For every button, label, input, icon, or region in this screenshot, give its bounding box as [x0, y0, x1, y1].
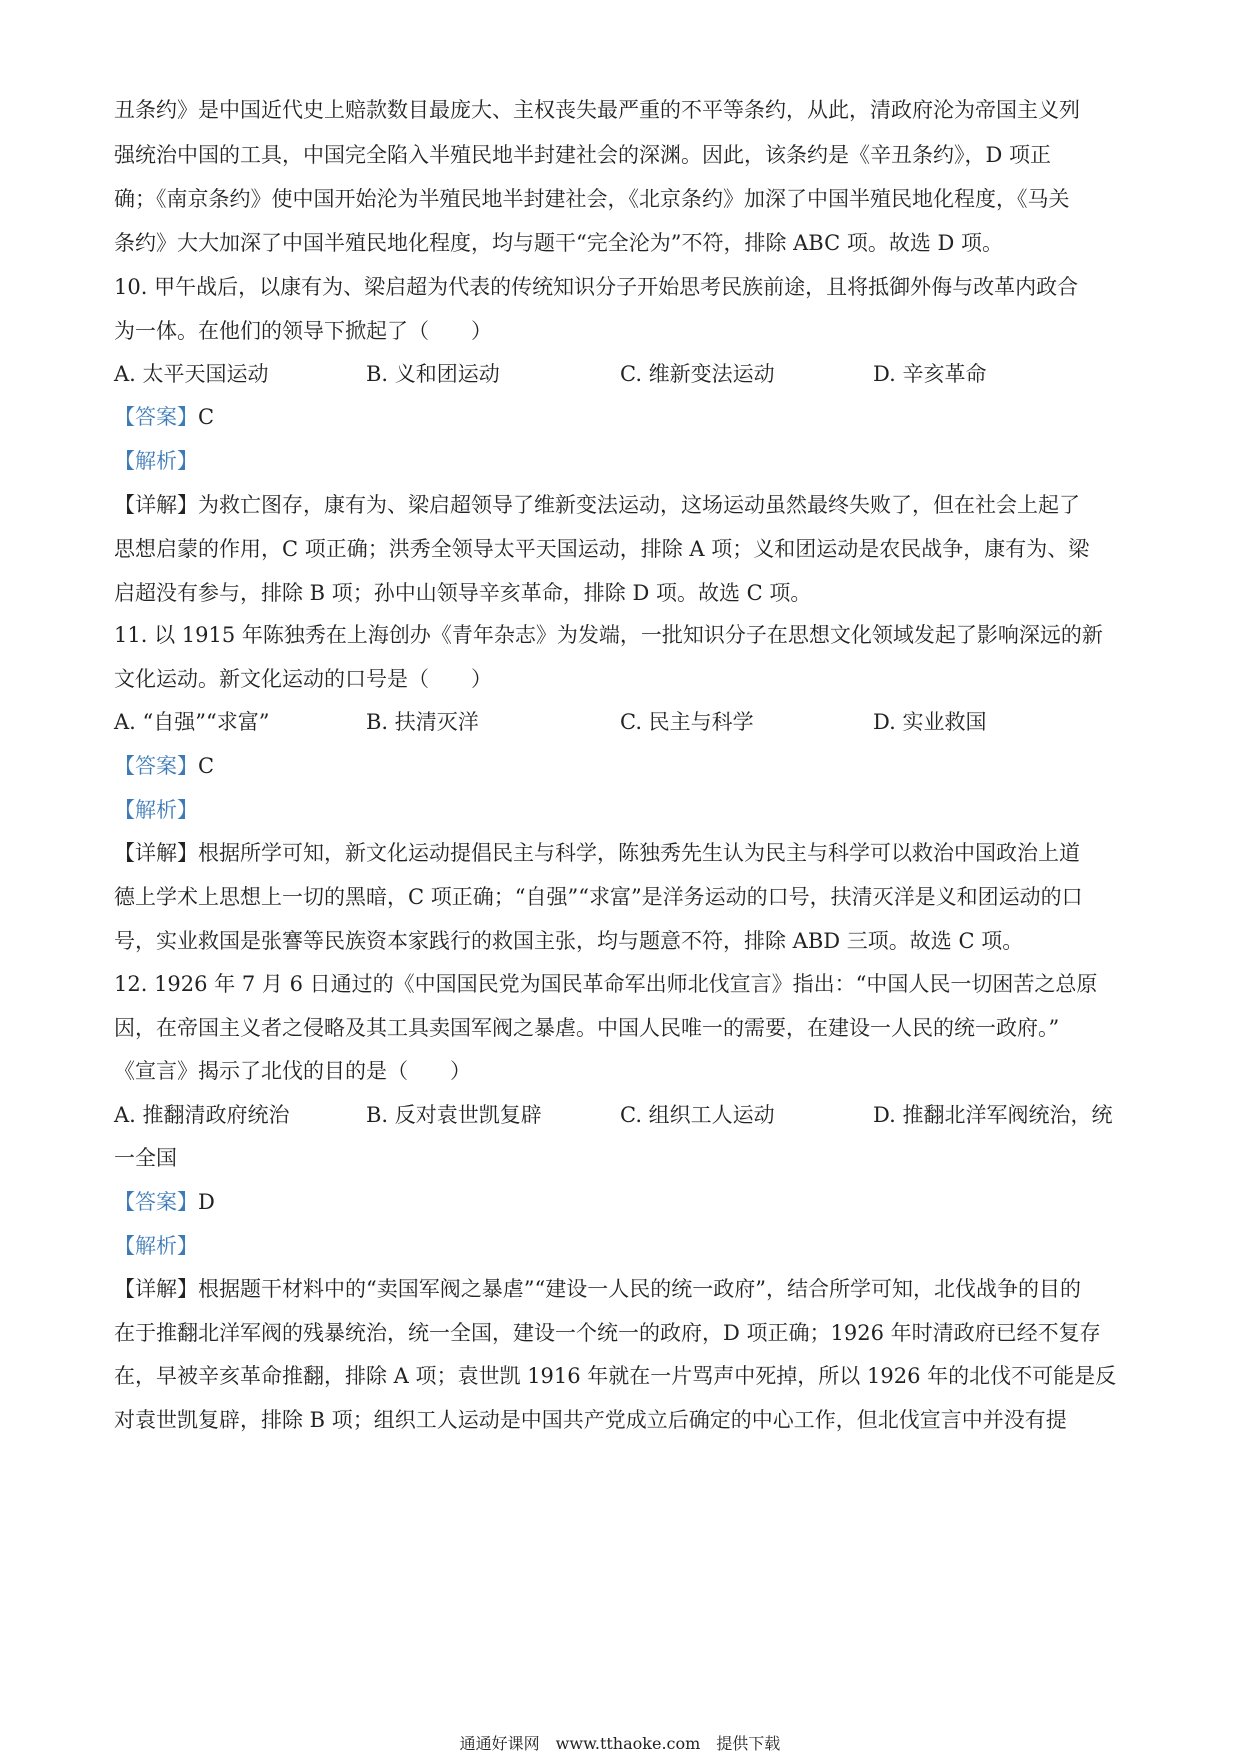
text-line: 条约》大大加深了中国半殖民地化程度，均与题干“完全沦为”不符，排除 ABC 项。故选 D 项。	[114, 231, 1004, 255]
option-b: B. 扶清灭洋	[366, 710, 479, 734]
detail-label: 【详解】	[114, 1277, 198, 1301]
option-d: D. 实业救国	[873, 710, 987, 734]
question-11-stem: 11. 以 1915 年陈独秀在上海创办《青年杂志》为发端，一批知识分子在思想文化领域发起了影响深远的新	[114, 623, 1103, 647]
detail-label: 【详解】	[114, 493, 198, 517]
answer-value: C	[198, 754, 215, 778]
question-11-stem: 文化运动。新文化运动的口号是（ ）	[114, 667, 492, 691]
question-12-stem: 《宣言》揭示了北伐的目的是（ ）	[114, 1059, 471, 1083]
detail-line	[114, 490, 1080, 520]
option-c: C. 维新变法运动	[620, 362, 775, 386]
footer-watermark: 通通好课网 www.tthaoke.com 提供下载	[459, 1734, 781, 1753]
question-11-options	[114, 707, 1124, 737]
detail-line: 思想启蒙的作用，C 项正确；洪秀全领导太平天国运动，排除 A 项；义和团运动是农民战争，康有为、梁	[114, 537, 1090, 561]
question-10-options	[114, 359, 1124, 389]
analysis-label: 【解析】	[114, 798, 198, 822]
option-a: A. “自强”“求富”	[114, 710, 270, 734]
detail-text: 为救亡图存，康有为、梁启超领导了维新变法运动，这场运动虽然最终失败了，但在社会上起了	[198, 493, 1080, 517]
analysis-line	[114, 795, 198, 825]
option-c: C. 民主与科学	[620, 710, 754, 734]
option-d: D. 辛亥革命	[873, 362, 987, 386]
text-line: 确；《南京条约》使中国开始沦为半殖民地半封建社会，《北京条约》加深了中国半殖民地化程度，《马关	[114, 187, 1070, 211]
answer-line	[114, 402, 214, 432]
answer-line	[114, 751, 214, 781]
option-a: A. 推翻清政府统治	[114, 1103, 290, 1127]
option-b: B. 反对袁世凯复辟	[366, 1103, 542, 1127]
question-10-stem: 为一体。在他们的领导下掀起了（ ）	[114, 319, 492, 343]
detail-line	[114, 838, 1080, 868]
text-line: 强统治中国的工具，中国完全陷入半殖民地半封建社会的深渊。因此，该条约是《辛丑条约》，D 项正	[114, 143, 1052, 167]
analysis-line	[114, 446, 198, 476]
detail-line	[114, 1274, 1081, 1304]
question-12-stem: 因，在帝国主义者之侵略及其工具卖国军阀之暴虐。中国人民唯一的需要，在建设一人民的统一政府。”	[114, 1016, 1060, 1040]
detail-line: 对袁世凯复辟，排除 B 项；组织工人运动是中国共产党成立后确定的中心工作，但北伐宣言中并没有提	[114, 1408, 1067, 1432]
option-d: D. 推翻北洋军阀统治，统	[873, 1103, 1113, 1127]
detail-line: 德上学术上思想上一切的黑暗，C 项正确；“自强”“求富”是洋务运动的口号，扶清灭洋是义和团运动的口	[114, 885, 1083, 909]
analysis-label: 【解析】	[114, 449, 198, 473]
detail-line: 号，实业救国是张謇等民族资本家践行的救国主张，均与题意不符，排除 ABD 三项。故选 C 项。	[114, 929, 1024, 953]
detail-line: 在于推翻北洋军阀的残暴统治，统一全国，建设一个统一的政府，D 项正确；1926 年时清政府已经不复存	[114, 1321, 1101, 1345]
answer-line	[114, 1187, 215, 1217]
question-10-stem: 10. 甲午战后，以康有为、梁启超为代表的传统知识分子开始思考民族前途，且将抵御外侮与改革内政合	[114, 275, 1079, 299]
detail-text: 根据所学可知，新文化运动提倡民主与科学，陈独秀先生认为民主与科学可以救治中国政治上道	[198, 841, 1080, 865]
detail-line: 启超没有参与，排除 B 项；孙中山领导辛亥革命，排除 D 项。故选 C 项。	[114, 581, 812, 605]
detail-text: 根据题干材料中的“卖国军阀之暴虐”“建设一人民的统一政府”，结合所学可知，北伐战争的目的	[198, 1277, 1081, 1301]
option-d-continued: 一全国	[114, 1146, 177, 1170]
answer-label: 【答案】	[114, 754, 198, 778]
text-line: 丑条约》是中国近代史上赔款数目最庞大、主权丧失最严重的不平等条约，从此，清政府沦为帝国主义列	[114, 98, 1080, 122]
question-12-options	[114, 1100, 1124, 1130]
analysis-line	[114, 1231, 198, 1261]
detail-line: 在，早被辛亥革命推翻，排除 A 项；袁世凯 1916 年就在一片骂声中死掉，所以 1926 年的北伐不可能是反	[114, 1364, 1117, 1388]
option-a: A. 太平天国运动	[114, 362, 269, 386]
answer-label: 【答案】	[114, 405, 198, 429]
option-b: B. 义和团运动	[366, 362, 500, 386]
answer-value: C	[198, 405, 215, 429]
question-12-stem: 12. 1926 年 7 月 6 日通过的《中国国民党为国民革命军出师北伐宣言》指出：“中国人民一切困苦之总原	[114, 972, 1098, 996]
answer-value: D	[198, 1190, 215, 1214]
answer-label: 【答案】	[114, 1190, 198, 1214]
detail-label: 【详解】	[114, 841, 198, 865]
option-c: C. 组织工人运动	[620, 1103, 775, 1127]
analysis-label: 【解析】	[114, 1234, 198, 1258]
